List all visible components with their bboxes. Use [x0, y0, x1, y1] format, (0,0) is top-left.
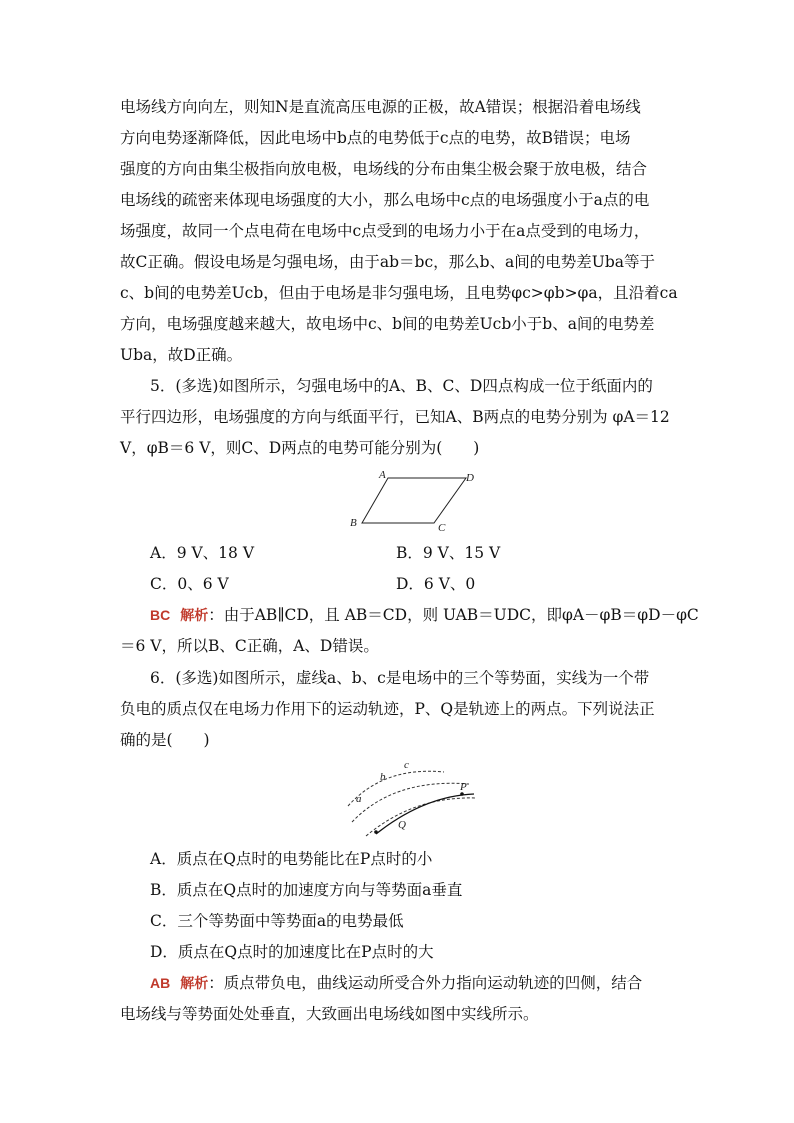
text-line: 故C正确。假设电场是匀强电场，由于ab＝bc，那么b、a间的电势差Uba等于	[120, 253, 656, 271]
analysis-line	[120, 968, 676, 999]
text-line: 电场线与等势面处处垂直，大致画出电场线如图中实线所示。	[120, 1005, 539, 1023]
answer-badge: AB	[150, 975, 171, 991]
figure-label-d: D	[466, 472, 474, 484]
text-line: 方向，电场强度越来越大，故电场中c、b间的电势差Ucb小于b、a间的电势差	[120, 315, 655, 333]
text-line: 5．(多选)如图所示，匀强电场中的A、B、C、D四点构成一位于纸面内的	[150, 377, 653, 395]
figure-label-c: C	[438, 522, 446, 534]
analysis-label: 解析	[180, 976, 209, 992]
parallelogram-figure	[344, 468, 484, 534]
figure-label-a: A	[379, 469, 386, 481]
text-line: Uba，故D正确。	[120, 346, 243, 364]
equipotential-b	[352, 783, 469, 822]
option-d: D．6 V、0	[396, 575, 476, 593]
question-5-analysis	[120, 600, 699, 662]
text-line: 方向电势逐渐降低，因此电场中b点的电势低于c点的电势，故B错误；电场	[120, 129, 631, 147]
question-6-analysis	[120, 968, 676, 1030]
option-d: D．质点在Q点时的加速度比在P点时的大	[150, 943, 434, 961]
option-a: A．质点在Q点时的电势能比在P点时的小	[150, 850, 433, 868]
analysis-text: ：由于AB∥CD，且 AB＝CD，则 UAB＝UDC，即φA－φB＝φD－φC	[208, 606, 699, 624]
text-line: 场强度，故同一个点电荷在电场中c点受到的电场力小于在a点受到的电场力，	[120, 222, 650, 240]
figure-label-b: B	[350, 517, 357, 529]
text-line: 电场线的疏密来体现电场强度的大小，那么电场中c点的电场强度小于a点的电	[120, 191, 650, 209]
option-b: B．质点在Q点时的加速度方向与等势面a垂直	[150, 881, 463, 899]
text-line: 平行四边形，电场强度的方向与纸面平行，已知A、B两点的电势分别为 φA＝12	[120, 408, 670, 426]
point-q	[374, 830, 378, 834]
figure-label-q: Q	[398, 819, 406, 831]
answer-badge: BC	[150, 607, 171, 623]
text-line: V，φB＝6 V，则C、D两点的电势可能分别为( )	[120, 439, 480, 457]
figure-label-p: P	[460, 781, 467, 793]
option-c: C．三个等势面中等势面a的电势最低	[150, 912, 404, 930]
equipotential-c	[366, 798, 476, 836]
option-b: B．9 V、15 V	[396, 544, 501, 562]
question-5-stem	[120, 371, 676, 464]
text-line: 6．(多选)如图所示，虚线a、b、c是电场中的三个等势面，实线为一个带	[150, 669, 650, 687]
figure-label-c: c	[404, 759, 409, 771]
analysis-text: ：质点带负电，曲线运动所受合外力指向运动轨迹的凹侧，结合	[208, 974, 643, 992]
text-line: c、b间的电势差Ucb，但由于电场是非匀强电场，且电势φc>φb>φa，且沿着ca	[120, 284, 678, 302]
figure-label-a: a	[356, 793, 362, 805]
option-c: C．0、6 V	[150, 575, 229, 593]
text-line: 电场线方向向左，则知N是直流高压电源的正极，故A错误；根据沿着电场线	[120, 98, 641, 116]
question-6-stem	[120, 663, 676, 756]
text-line: ＝6 V，所以B、C正确，A、D错误。	[120, 637, 379, 655]
text-line: 强度的方向由集尘极指向放电极，电场线的分布由集尘极会聚于放电极，结合	[120, 160, 648, 178]
equipotential-figure	[344, 756, 484, 840]
continuation-paragraph	[120, 92, 676, 371]
analysis-label: 解析	[180, 608, 209, 624]
text-line: 负电的质点仅在电场力作用下的运动轨迹，P、Q是轨迹上的两点。下列说法正	[120, 700, 655, 718]
analysis-line	[120, 600, 699, 631]
text-line: 确的是( )	[120, 731, 210, 749]
parallelogram-shape	[362, 478, 466, 523]
option-a: A．9 V、18 V	[150, 544, 255, 562]
trajectory-curve	[376, 794, 474, 834]
figure-label-b: b	[380, 771, 386, 783]
equipotential-a	[348, 771, 444, 806]
